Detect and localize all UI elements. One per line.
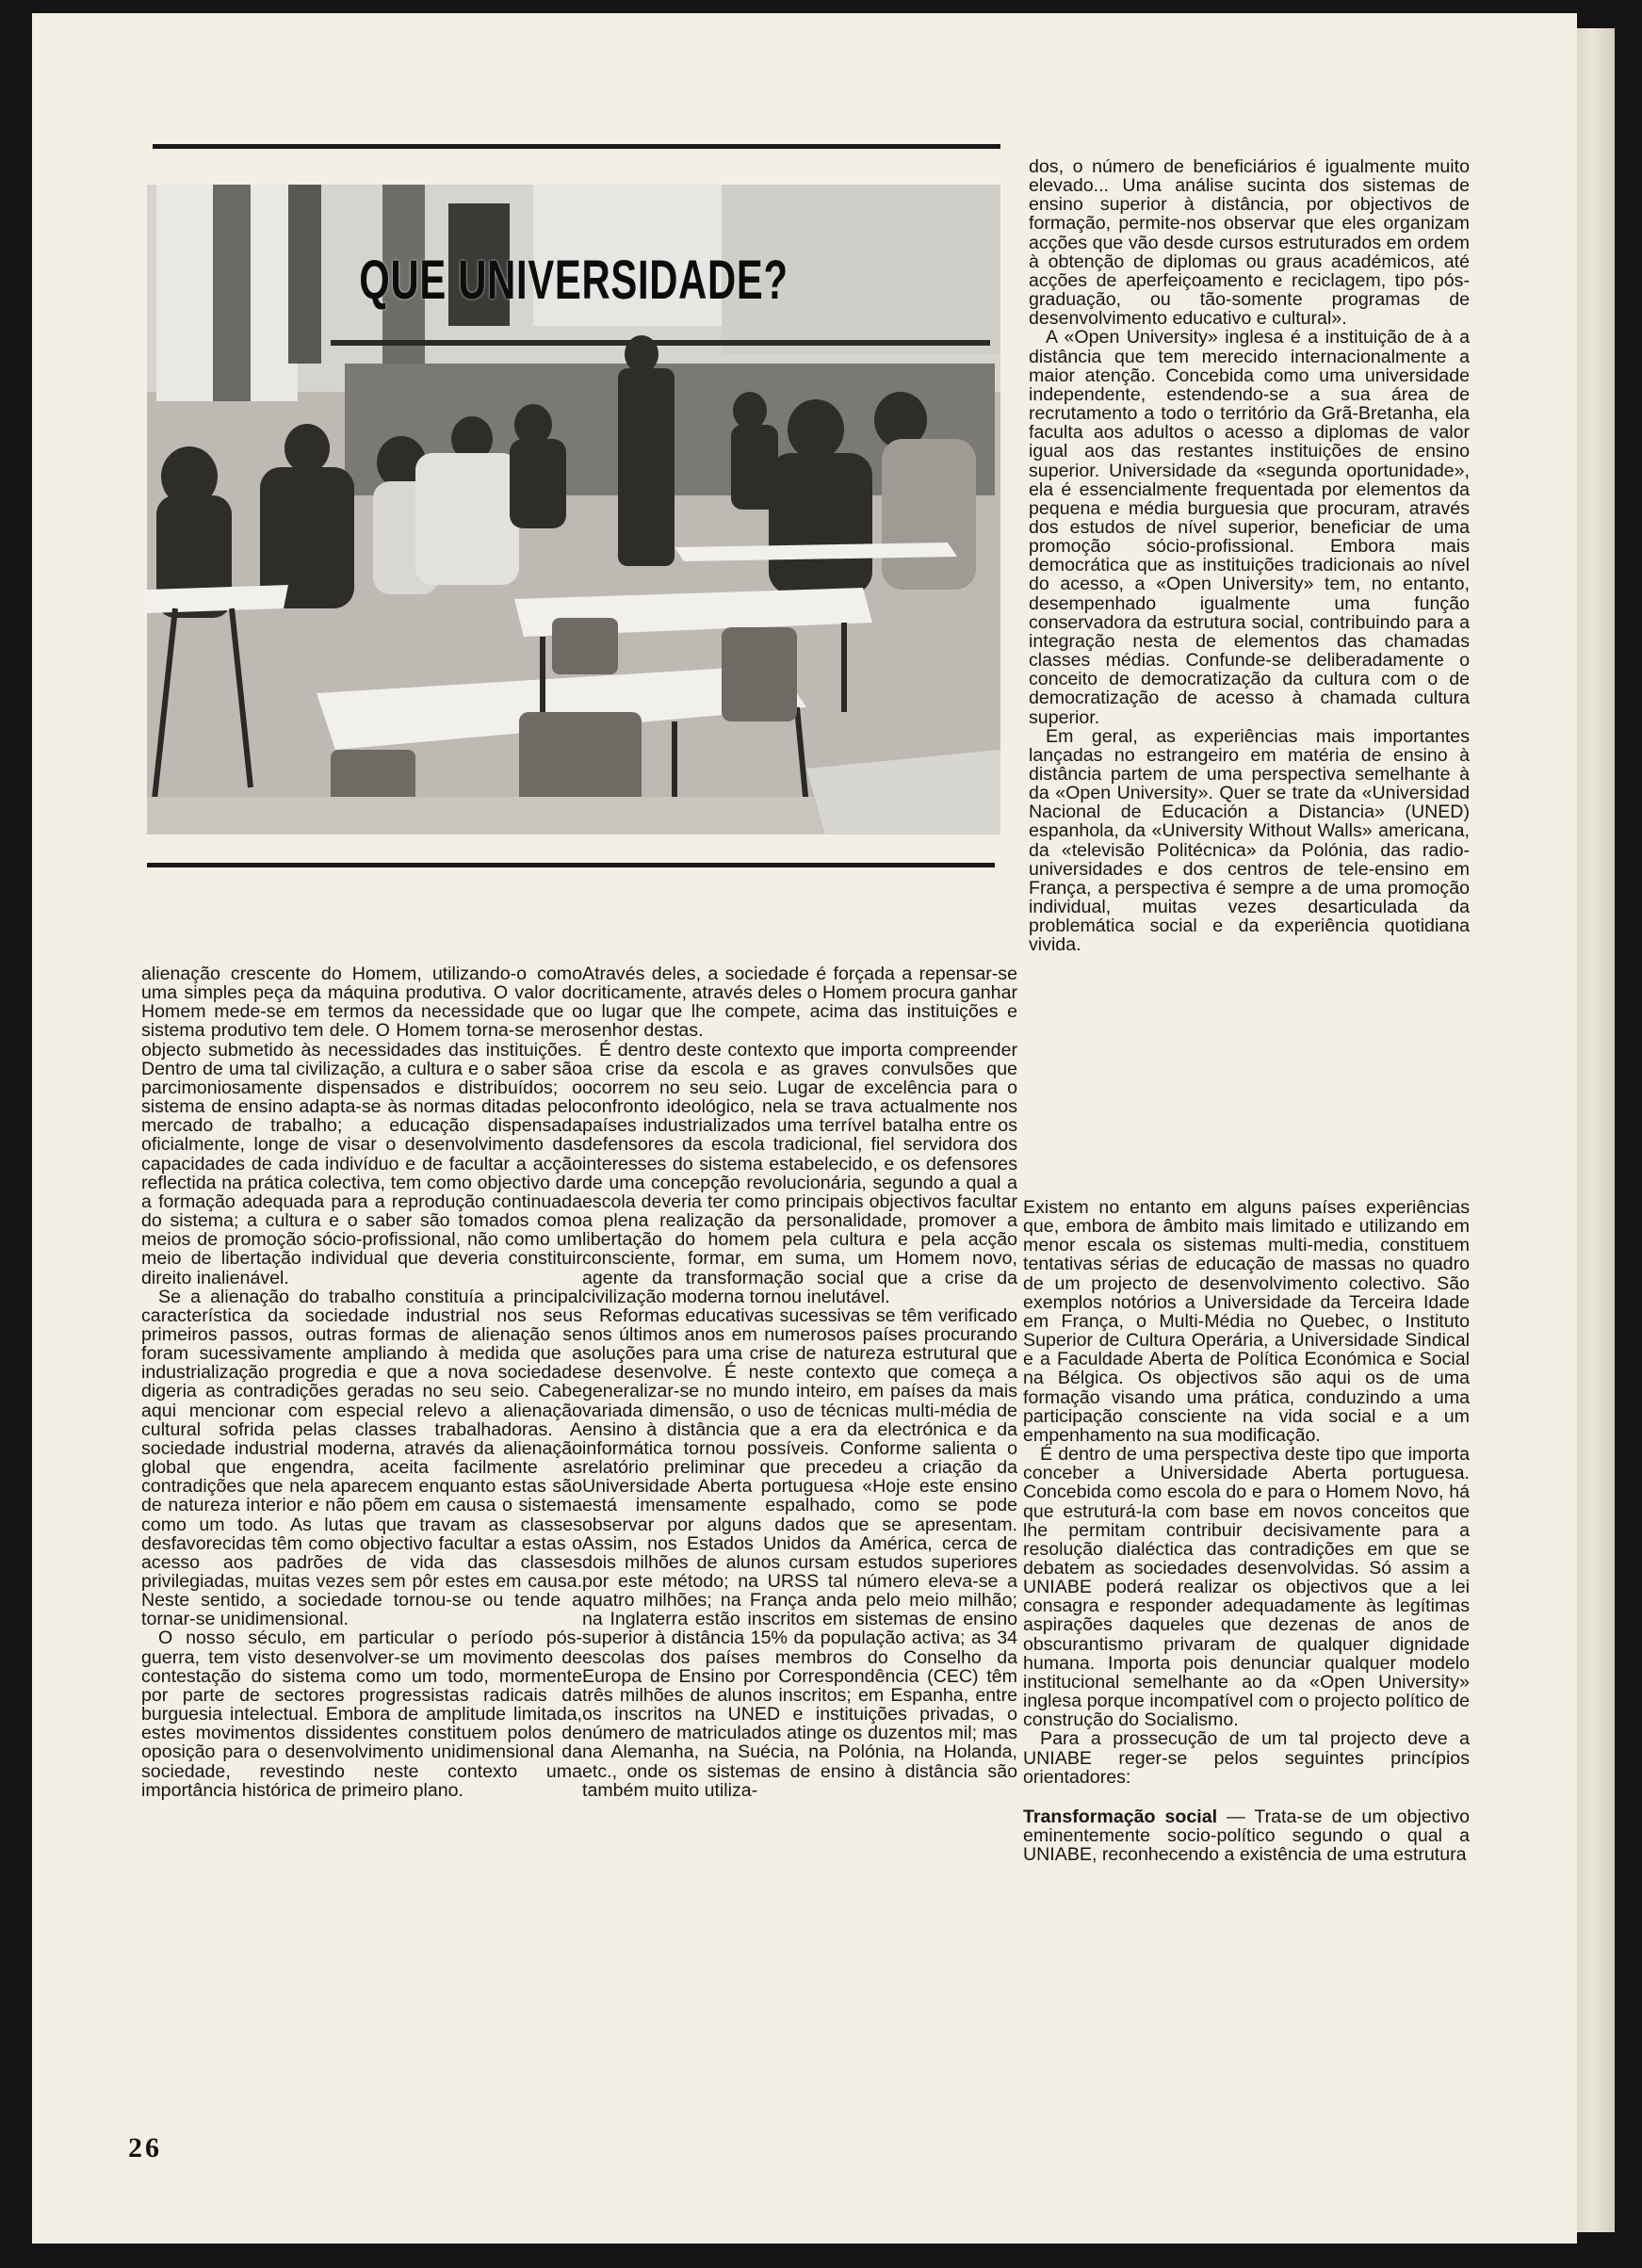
paragraph: Para a prossecução de um tal projecto deve a UNIABE reger-se pelos seguintes princípios orientadores: [1023,1728,1470,1788]
paragraph: A «Open University» inglesa é a instituição de à a distância que tem merecido internacionalmente a maior atenção. Concebida como uma universidade independente, estendendo-se a sua área de recrutamento a todo o território da Grã-Bretanha, ela faculta aos adultos o acesso a diplomas de valor igual aos das restantes instituições de ensino superior. Universidade da «segunda oportunidade», ela é essencialmente frequentada por elementos da pequena e média burguesia que procuram, através dos estudos de nível superior, beneficiar de uma promoção sócio-profissional. Embora mais democrática que as instituições tradicionais ao nível do acesso, a «Open University» tem, no entanto, desempenhado igualmente uma função conservadora da estrutura social, contribuindo para a integração nesta de elementos das chamadas classes médias. Confunde-se deliberadamente o conceito de democratização da cultura com o de democratização de acesso à chamada cultura superior. [1029,327,1470,728]
paragraph: Se a alienação do trabalho constituía a principal característica da sociedade industrial nos seus primeiros passos, outras formas de alienação se foram sucessivamente ampliando à medida que a industrialização progredia e que a nova sociedade digeria as contradições geradas no seu seio. Cabe aqui mencionar com especial relevo a alienação cultural sofrida pelas classes trabalhadoras. A sociedade industrial moderna, através da alienação global que engendra, aceita facilmente as contradições que nela aparecem enquanto estas são de natureza interior e não põem em causa o sistema como um todo. As lutas que travam as classes desfavorecidas têm como objectivo facultar a estas o acesso aos padrões de vida das classes privilegiadas, muitas vezes sem pôr estes em causa. Neste sentido, a sociedade tornou-se ou tende a tornar-se unidimensional. [141,1286,582,1630]
text-column-2 [582,964,1017,1800]
paragraph: Em geral, as experiências mais importantes lançadas no estrangeiro em matéria de ensino à distância partem de uma perspectiva semelhante à da «Open University». Quer se trate da «Universidad Nacional de Educación a Distancia» (UNED) espanhola, da «University Without Walls» americana, da «televisão Politécnica» da Polónia, das radio-universidades e dos centros de tele-ensino em França, a perspectiva é sempre a de uma promoção individual, muitas vezes desarticulada da problemática social e da experiência quotidiana vivida. [1029,725,1470,956]
classroom-photo [147,185,1000,834]
top-rule [153,144,1000,149]
bottom-rule [147,863,995,867]
article-title: QUE UNIVERSIDADE? [359,250,788,311]
paragraph: O nosso século, em particular o período pós-guerra, tem visto desenvolver-se um movimento de contestação do sistema como um todo, mormente por parte de sectores progressistas radicais da burguesia intelectual. Embora de amplitude limitada, estes movimentos dissidentes constituem polos de oposição para o desenvolvimento unidimensional da sociedade, revestindo neste contexto uma importância histórica de primeiro plano. [141,1628,582,1801]
paragraph: Existem no entanto em alguns países experiências que, embora de âmbito mais limitado e utilizando em menor escala os sistemas multi-media, constituem tentativas sérias de educação de massas no quadro de um projecto de desenvolvimento colectivo. São exemplos notórios a Universidade da Terceira Idade em França, o Multi-Média no Quebec, o Instituto Superior de Cultura Operária, a Universidade Sindical e a Faculdade Aberta de Política Económica e Social na Bélgica. Os objectivos são aqui os de uma formação visando uma prática, conduzindo a uma participação consciente na vida social e a um empenhamento na sua modificação. [1023,1197,1470,1446]
paragraph: alienação crescente do Homem, utilizando-o como uma simples peça da máquina produtiva. O valor do Homem mede-se em termos da necessidade que o sistema produtivo tem dele. O Homem torna-se mero objecto submetido às necessidades das instituições. Dentro de uma tal civilização, a cultura e o saber são parcimoniosamente dispensados e distribuídos; o sistema de ensino adapta-se às normas ditadas pelo mercado de trabalho; a educação dispensada oficialmente, longe de visar o desenvolvimento das capacidades de cada indivíduo e de facultar a acção reflectida na prática colectiva, tem como objectivo dar a formação adequada para a reprodução continuada do sistema; a cultura e o saber são tomados como meios de promoção sócio-profissional, não como um meio de libertação individual que deveria constituir direito inalienável. [141,964,582,1288]
text-column-1 [141,964,582,1800]
em-dash: — [1217,1806,1255,1827]
text-column-3-top [1029,157,1470,955]
section-paragraph [1023,1807,1470,1864]
page-number: 26 [128,2132,162,2163]
paragraph: É dentro deste contexto que importa compreender a crise da escola e as graves convulsões que ocorrem no seu seio. Lugar de excelência para o confronto ideológico, nela se trava actualmente nos países industrializados uma terrível batalha entre os defensores da escola tradicional, fiel servidora dos interesses do sistema estabelecido, e os defensores de uma concepção revolucionária, segundo a qual a escola deveria ter como principais objectivos facultar a plena realização da personalidade, promover a libertação do homem pela cultura e pela acção consciente, formar, em suma, um Homem novo, agente da transformação social que a crise da civilização moderna tornou inelutável. [582,1039,1017,1307]
page-edge [1577,28,1615,2232]
paragraph: É dentro de uma perspectiva deste tipo que importa conceber a Universidade Aberta portuguesa. Concebida como escola do e para o Homem Novo, há que estruturá-la com base em novos conceitos que lhe permitam contribuir decisivamente para a resolução dialéctica das contradições em que se debatem as sociedades desenvolvidas. Só assim a UNIABE poderá realizar os objectivos que a lei consagra e responder adequadamente às legítimas aspirações daqueles que dezenas de anos de obscurantismo privaram de qualquer dignidade humana. Importa pois denunciar qualquer modelo institucional semelhante ao da «Open University» inglesa porque incompatível com o projecto político de construção do Socialismo. [1023,1444,1470,1731]
section-heading: Transformação social [1023,1806,1218,1827]
paragraph: Reformas educativas sucessivas se têm verificado nos últimos anos em numerosos países procurando soluções para uma crise de natureza estrutural que se desenvolve. É neste contexto que começa a generalizar-se no mundo inteiro, em países da mais variada dimensão, o uso de técnicas multi-média de ensino à distância que a era da electrónica e da informática tornou possíveis. Conforme salienta o relatório preliminar que precedeu a criação da Universidade Aberta portuguesa «Hoje este ensino está imensamente espalhado, como se pode observar por alguns dados que se apresentam. Assim, nos Estados Unidos da América, cerca de dois milhões de alunos cursam estudos superiores por este método; na URSS tal número eleva-se a quatro milhões; na França anda pelo meio milhão; na Inglaterra estão inscritos em sistemas de ensino superior à distância 15% da população activa; as 34 escolas dos países membros do Conselho da Europa de Ensino por Correspondência (CEC) têm três milhões de alunos inscritos; em Espanha, entre os inscritos na UNED e instituições privadas, o número de matriculados atinge os duzentos mil; mas na Alemanha, na Suécia, na Polónia, na Holanda, etc., onde os sistemas de ensino à distância são também muito utiliza- [582,1304,1017,1801]
paragraph: Através deles, a sociedade é forçada a repensar-se criticamente, através deles o Homem procura ganhar o lugar que lhe compete, acima das instituições e senhor destas. [582,964,1017,1042]
text-column-3-bottom [1023,1198,1470,1864]
section-text: Trata-se de um objectivo eminentemente socio-político segundo o qual a UNIABE, reconhecendo a existência de uma estrutura [1023,1806,1471,1866]
paragraph: dos, o número de beneficiários é igualmente muito elevado... Uma análise sucinta dos sistemas de ensino superior à distância, por objectivos de formação, permite-nos observar que eles organizam acções que vão desde cursos estruturados em ordem à obtenção de diplomas ou graus académicos, até acções de aperfeiçoamento e reciclagem, tipo pós-graduação, ou tão-somente programas de desenvolvimento educativo e cultural». [1029,156,1470,330]
